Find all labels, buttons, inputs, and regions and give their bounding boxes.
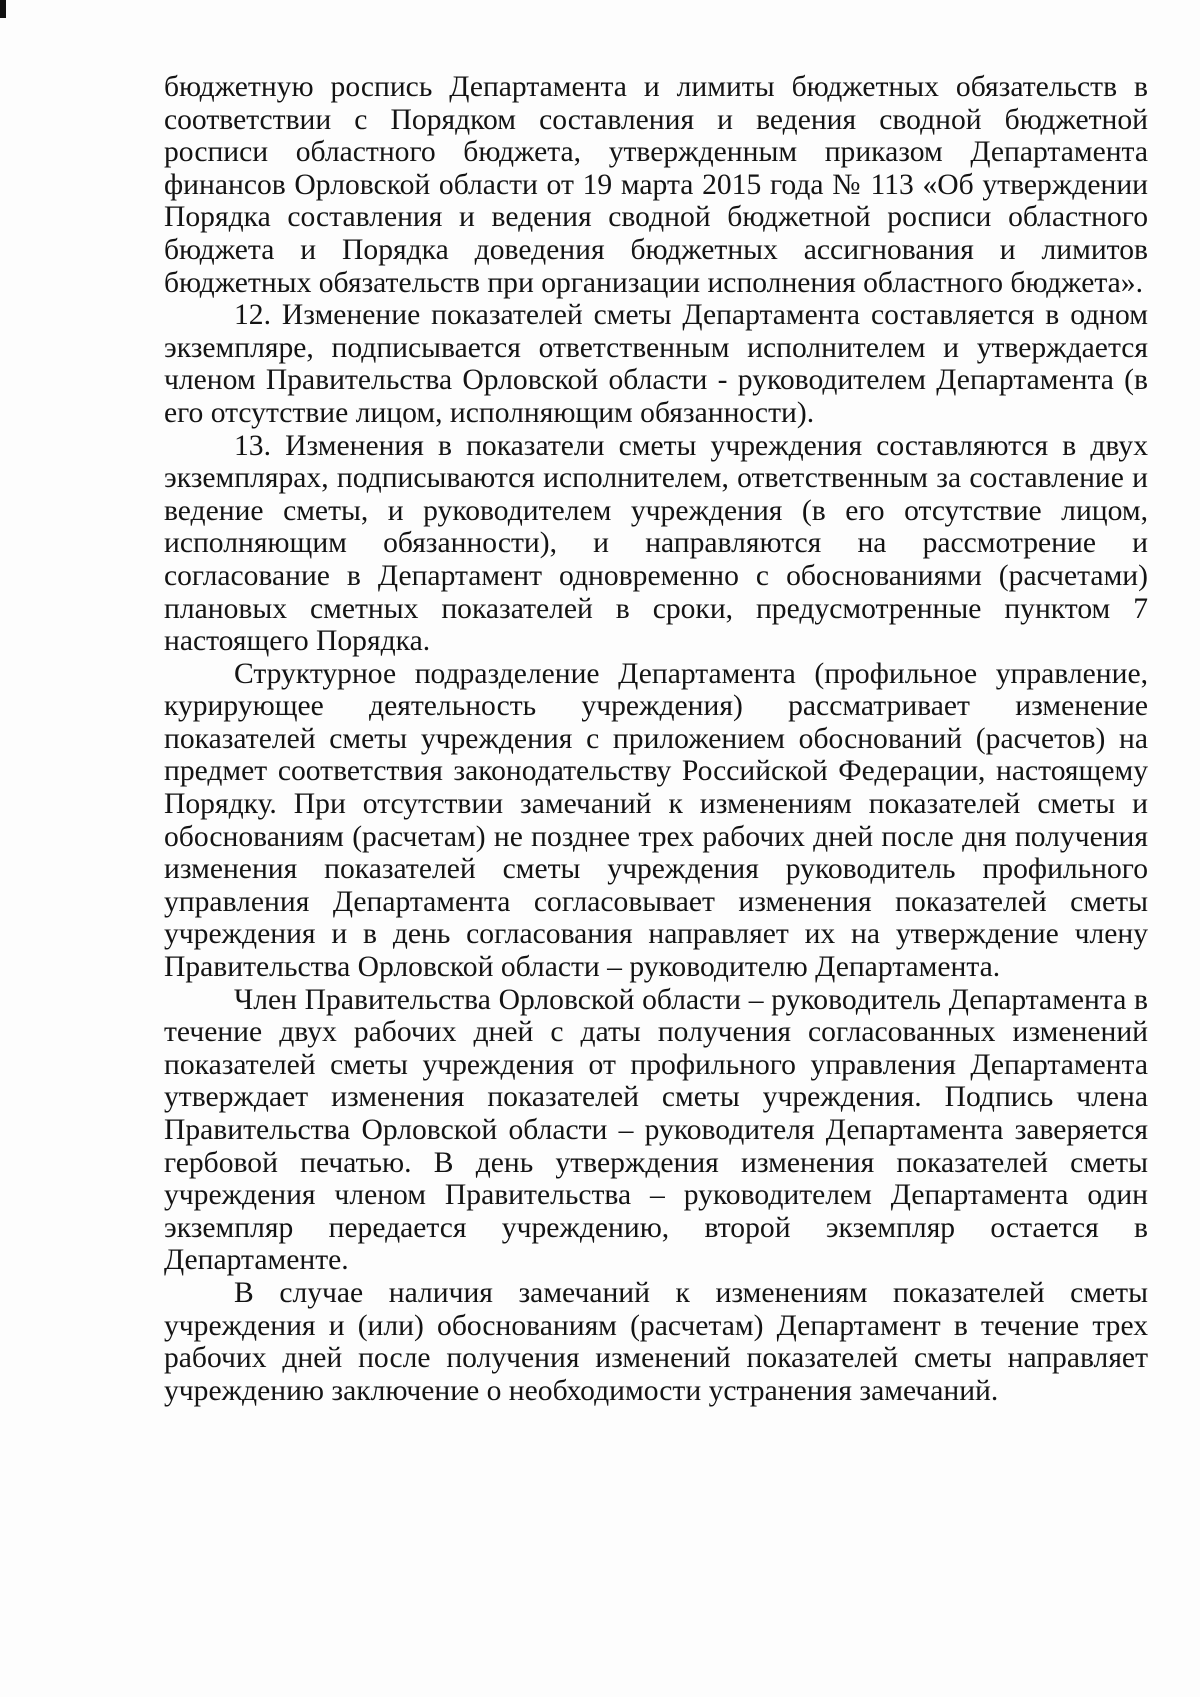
- paragraph-remarks-conclusion: В случае наличия замечаний к изменениям показателей сметы учреждения и (или) обоснованиям (расчетам) Департамент в течение трех рабочих дней после получения изменений показателей сметы направляет учреждению заключение о необходимости устранения замечаний.: [164, 1276, 1148, 1407]
- paragraph-item-12: 12. Изменение показателей сметы Департамента составляется в одном экземпляре, подписывается ответственным исполнителем и утверждается членом Правительства Орловской области - руководителем Департамента (в его отсутствие лицом, исполняющим обязанности).: [164, 299, 1148, 429]
- scan-edge-mark: [0, 0, 6, 18]
- paragraph-item-13: 13. Изменения в показатели сметы учреждения составляются в двух экземплярах, подписываются исполнителем, ответственным за составление и ведение сметы, и руководителем учреждения (в его отсутствие лицом, исполняющим обязанности), и направляются на рассмотрение и согласование в Департамент одновременно с обоснованиями (расчетами) плановых сметных показателей в сроки, предусмотренные пунктом 7 настоящего Порядка.: [164, 429, 1148, 658]
- document-body: [164, 71, 1148, 1407]
- paragraph-budget-list-continuation: бюджетную роспись Департамента и лимиты бюджетных обязательств в соответствии с Порядком составления и ведения сводной бюджетной росписи областного бюджета, утвержденным приказом Департамента финансов Орловской области от 19 марта 2015 года № 113 «Об утверждении Порядка составления и ведения сводной бюджетной росписи областного бюджета и Порядка доведения бюджетных ассигнования и лимитов бюджетных обязательств при организации исполнения областного бюджета».: [164, 71, 1148, 299]
- paragraph-government-member-approval: Член Правительства Орловской области – руководитель Департамента в течение двух рабочих дней с даты получения согласованных изменений показателей сметы учреждения от профильного управления Департамента утверждает изменения показателей сметы учреждения. Подпись члена Правительства Орловской области – руководителя Департамента заверяется гербовой печатью. В день утверждения изменения показателей сметы учреждения членом Правительства – руководителем Департамента один экземпляр передается учреждению, второй экземпляр остается в Департаменте.: [164, 983, 1148, 1277]
- paragraph-structural-unit-review: Структурное подразделение Департамента (профильное управление, курирующее деятельность учреждения) рассматривает изменение показателей сметы учреждения с приложением обоснований (расчетов) на предмет соответствия законодательству Российской Федерации, настоящему Порядку. При отсутствии замечаний к изменениям показателей сметы и обоснованиям (расчетам) не позднее трех рабочих дней после дня получения изменения показателей сметы учреждения руководитель профильного управления Департамента согласовывает изменения показателей сметы учреждения и в день согласования направляет их на утверждение члену Правительства Орловской области – руководителю Департамента.: [164, 657, 1148, 984]
